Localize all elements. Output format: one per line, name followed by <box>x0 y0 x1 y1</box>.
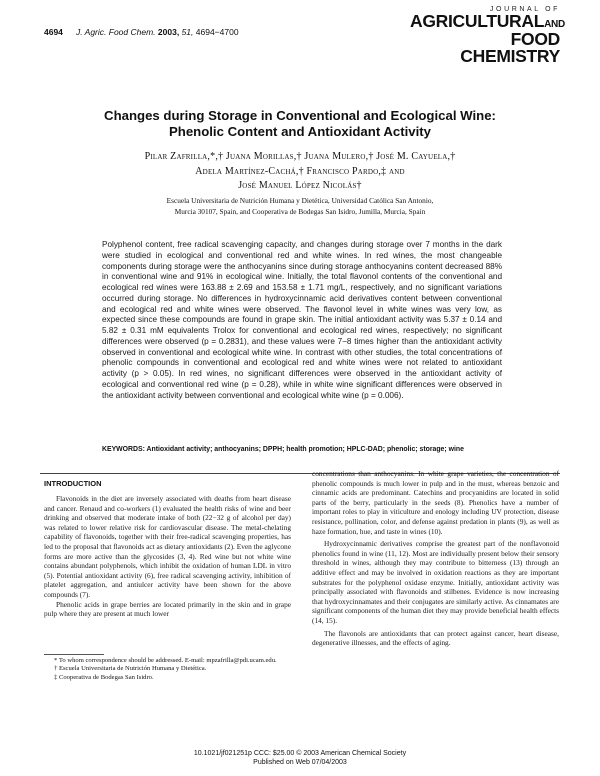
footnote-affiliation-1: † Escuela Universitaria de Nutrición Humana y Dietética. <box>54 665 207 673</box>
logo-journal-of: JOURNAL OF <box>489 6 560 13</box>
page-footer <box>100 749 500 767</box>
authors-line-3: José Manuel López Nicolás† <box>238 180 362 191</box>
affiliation-line-1: Escuela Universitaria de Nutrición Humana y Dietética, Universidad Católica San Antonio, <box>166 196 434 205</box>
left-column <box>44 494 291 619</box>
page-number: 4694 <box>44 27 63 37</box>
footer-doi: 10.1021/jf021251p CCC: $25.00 © 2003 American Chemical Society <box>193 750 407 757</box>
journal-abbrev: J. Agric. Food Chem. <box>76 27 156 37</box>
right-column <box>312 469 559 648</box>
authors-line-1: Pilar Zafrilla,*,† Juana Morillas,† Juana Mulero,† José M. Cayuela,† <box>144 151 456 162</box>
citation-pages: 4694−4700 <box>195 27 239 37</box>
keywords: KEYWORDS: Antioxidant activity; anthocyanins; DPPH; health promotion; HPLC-DAD; phenolic; storage; wine <box>102 446 464 453</box>
footnote-divider <box>44 654 104 655</box>
footer-published: Published on Web 07/04/2003 <box>253 759 347 766</box>
intro-paragraph-3: concentrations than anthocyanins. In white grape varieties, the concentration of phenolic compounds is much lower in pulp and in the must, whereas benzoic and cinnamic acids are predominant. Catechins and procyanidins are located in solid parts of the berry, particularly in the seeds (8). Phenolics have a number of important roles to play in viticulture and enology including UV protection, disease resistance, pollination, color, and defense against predation in plants (9), as well as haze formation, hue, and taste in wines (10). <box>312 469 559 536</box>
logo-line-1 <box>410 11 565 31</box>
article-title <box>60 108 540 140</box>
author-list <box>60 150 540 194</box>
abstract: Polyphenol content, free radical scavenging capacity, and changes during storage over 7 months in the dark were studied in ecological and conventional red and white wines. In red wines, the most changeable components during storage were the anthocyanins since during storage anthocyanins content decreased 88% in conventional wine and 91% in ecological wine. Initially, the total flavonol contents of the conventional and ecological red wines were 163.88 ± 2.69 and 153.58 ± 1.71 mg/L, respectively, and no significant variations occurred during storage. No differences in hydroxycinnamic acid derivatives content between conventional and ecological red and white wines were observed. The flavonol level in white wines was very low, as expected since these compounds are found in grape skin. The initial antioxidant activity was 5.37 ± 0.14 and 5.82 ± 0.31 mM equivalents Trolox for conventional and ecological red wines, respectively; no significant differences were observed (p = 0.2831), and these values were 7−8 times higher than the antioxidant activity observed in conventional and ecological white wine. In contrast with other studies, the total concentrations of phenolic compounds in conventional and ecological red and white wines were not related to antioxidant activity (p > 0.05). In red wines, no significant differences were observed in the antioxidant activity of ecological and conventional red wine (p = 0.28), while in white wine significant differences were observed in the antioxidant activity between conventional and ecological white wine (p = 0.006). <box>102 240 502 400</box>
journal-logo <box>410 6 565 66</box>
logo-food-chemistry: FOOD CHEMISTRY <box>460 28 560 66</box>
logo-agricultural: AGRICULTURAL <box>410 11 545 31</box>
intro-paragraph-5: The flavonols are antioxidants that can protect against cancer, heart disease, degenerative illnesses, and the effects of aging. <box>312 628 559 648</box>
footnote-affiliation-2: ‡ Cooperativa de Bodegas San Isidro. <box>54 673 154 681</box>
footnote-corresponding: * To whom correspondence should be addressed. E-mail: mpzafrilla@pdi.ucam.edu. <box>54 657 277 664</box>
intro-paragraph-2: Phenolic acids in grape berries are located primarily in the skin and in grape pulp where they are present at much lower <box>44 599 291 619</box>
affiliation <box>110 196 490 217</box>
title-line-1: Changes during Storage in Conventional and Ecological Wine: <box>104 108 496 123</box>
logo-and: AND <box>544 19 565 30</box>
footnotes <box>44 657 291 682</box>
citation-year: 2003, <box>157 27 180 37</box>
journal-citation <box>76 27 239 37</box>
authors-line-2: Adela Martínez-Cachá,† Francisco Pardo,‡ and <box>195 165 405 177</box>
section-heading-introduction: INTRODUCTION <box>44 479 102 488</box>
citation-volume: 51, <box>181 27 194 37</box>
intro-paragraph-1: Flavonoids in the diet are inversely associated with deaths from heart disease and cancer. Renaud and co-workers (1) evaluated the health risks of wine and beer drinking and observed that moderate intake of both (22−32 g of alcohol per day) was related to lower relative risk for cardiovascular disease. The metal-chelating capability of flavonoids, together with their free-radical scavenging properties, has led to the proposal that flavonoids act as dietary antioxidants (2). Even the aglycone forms are more active than the glycosides (3, 4). Red wine but not white wine contains abundant polyphenols, which inhibit the oxidation of human LDL in vitro (5). Potential antioxidant activity (6), free radical scavenging activity, inhibition of platelet aggregation, and antiulcer activity have been shown for the above compounds (7). <box>44 494 291 599</box>
affiliation-line-2: Murcia 30107, Spain, and Cooperativa de Bodegas San Isidro, Jumilla, Murcia, Spain <box>174 206 426 216</box>
title-line-2: Phenolic Content and Antioxidant Activity <box>168 124 432 139</box>
intro-paragraph-4: Hydroxycinnamic derivatives comprise the greatest part of the nonflavonoid phenolics found in wine (11, 12). Most are individually present below their sensory threshold in wines, although they may contribute to bitterness (13) through an additive effect and may be involved in oxidation reactions as they are important substrates for the polyphenol oxidase enzyme. Initially, antioxidant activity was principally associated with flavonoids and stilbenes. Evidence is now increasing that hydroxycinnamates and their conjugates are similarly active. As cinnamates are significant components of the human diet they may provide beneficial health effects (14, 15). <box>312 539 559 625</box>
